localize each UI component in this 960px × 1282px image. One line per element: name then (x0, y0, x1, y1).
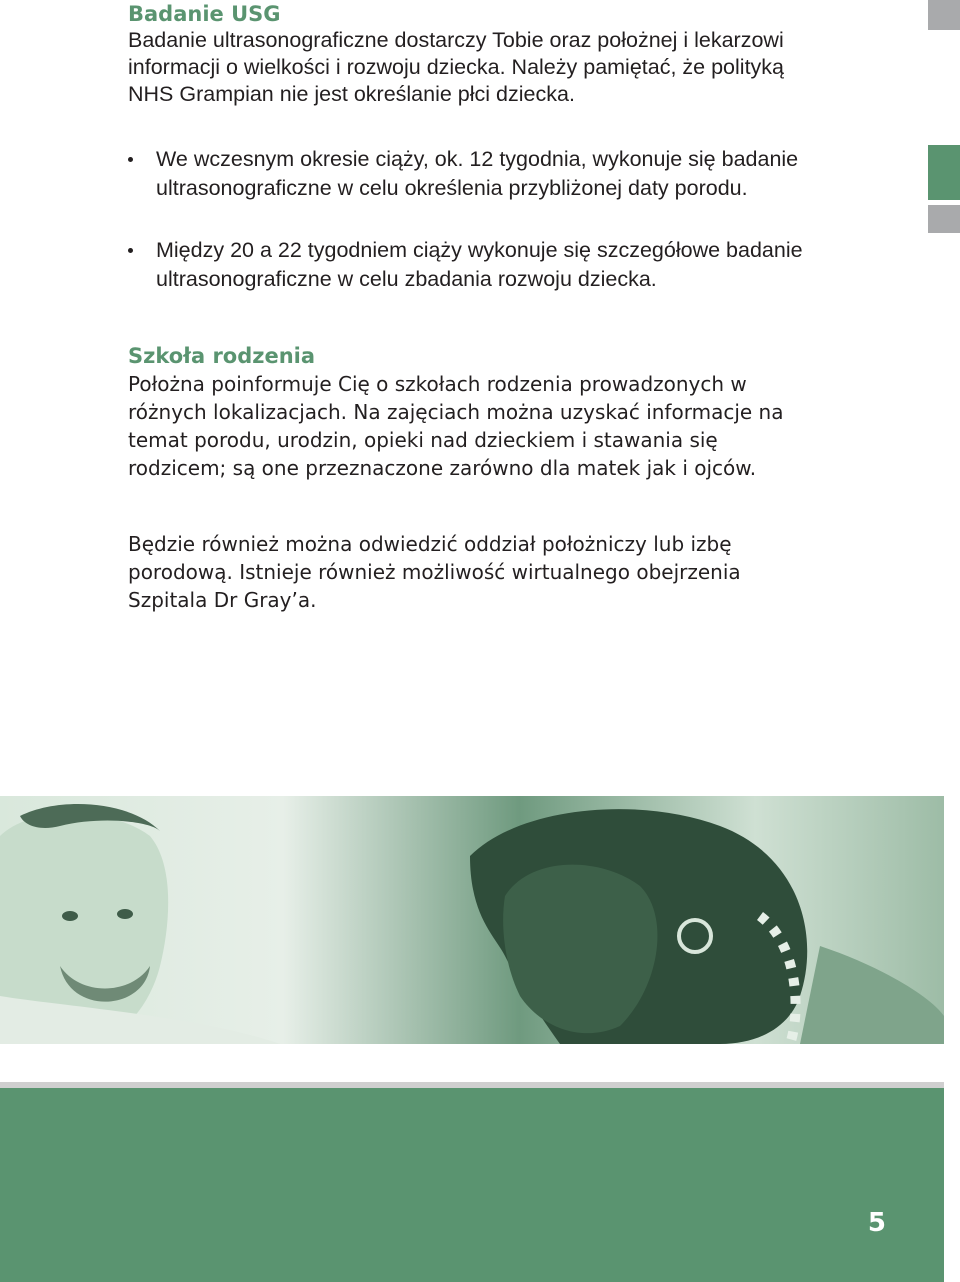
bullet-text: We wczesnym okresie ciąży, ok. 12 tygodnia, wykonuje się badanie ultrasonograficzne w celu określenia przybliżonej daty porodu. (156, 147, 799, 200)
couple-photo (0, 796, 944, 1044)
bullet-icon (128, 248, 133, 253)
section-heading-antenatal-class: Szkoła rodzenia (128, 344, 316, 368)
bullet-text: Między 20 a 22 tygodniem ciąży wykonuje się szczegółowe badanie ultrasonograficzne w celu zbadania rozwoju dziecka. (156, 238, 803, 291)
section-heading-ultrasound: Badanie USG (128, 2, 281, 26)
ultrasound-bullet-list-1 (128, 145, 808, 203)
couple-photo-illustration (0, 796, 944, 1044)
list-item (128, 145, 808, 203)
bullet-icon (128, 157, 133, 162)
maternity-visit-paragraph: Będzie również można odwiedzić oddział położniczy lub izbę porodową. Istnieje również możliwość wirtualnego obejrzenia Szpitala Dr Gray’a. (128, 532, 741, 612)
antenatal-class-paragraph: Położna poinformuje Cię o szkołach rodzenia prowadzonych w różnych lokalizacjach. Na zajęciach można uzyskać informacje na temat porodu, urodzin, opieki nad dzieckiem i stawania się rodzicem; są one przeznaczone zarówno dla matek jak i ojców. (128, 372, 784, 480)
ultrasound-bullet-list-2 (128, 236, 808, 294)
list-item (128, 236, 808, 294)
side-tab-gray-top (928, 0, 960, 30)
side-tab-green (928, 145, 960, 200)
footer-band (0, 1088, 944, 1282)
side-tab-gray-bottom (928, 205, 960, 233)
ultrasound-intro-paragraph: Badanie ultrasonograficzne dostarczy Tobie oraz położnej i lekarzowi informacji o wielkości i rozwoju dziecka. Należy pamiętać, że polityką NHS Grampian nie jest określanie płci dziecka. (128, 28, 785, 106)
page-number: 5 (867, 1208, 886, 1238)
